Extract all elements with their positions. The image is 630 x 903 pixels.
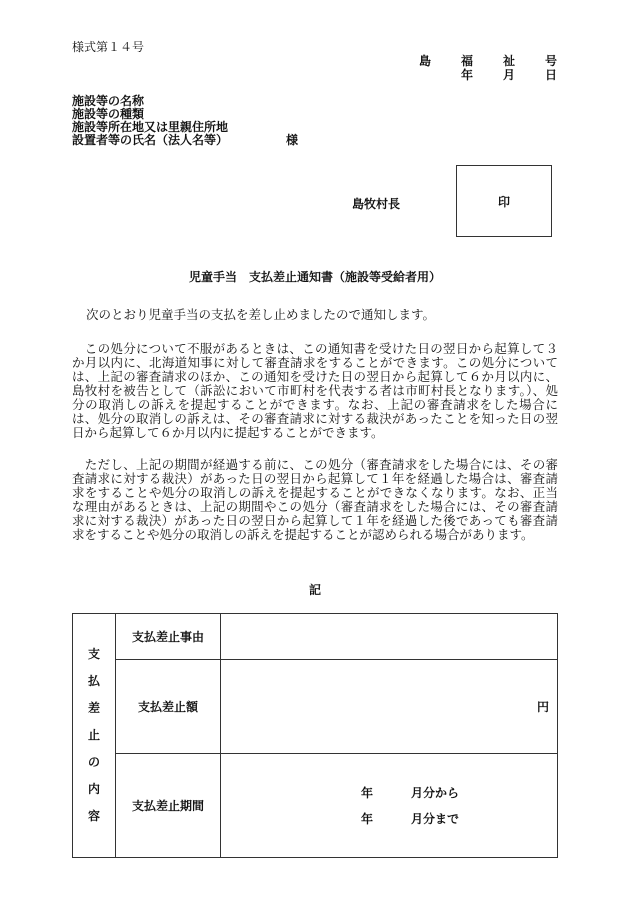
reason-value-cell[interactable] (221, 614, 558, 660)
doc-date-day: 日 (544, 68, 557, 82)
doc-number-char: 号 (544, 54, 557, 68)
side-label-cell (73, 614, 116, 858)
lead-sentence: 次のとおり児童手当の支払を差し止めましたので通知します。 (86, 307, 436, 322)
side-label-char: 止 (87, 728, 100, 742)
table-row (73, 754, 558, 858)
document-title: 児童手当 支払差止通知書（施設等受給者用） (188, 270, 441, 284)
amount-label: 支払差止額 (116, 660, 221, 754)
addressee-block (72, 95, 298, 147)
doc-date-month: 月 (502, 68, 515, 82)
table-row (73, 614, 558, 660)
appeal-notice-paragraph: この処分について不服があるときは、この通知書を受けた日の翌日から起算して３か月以内に、北海道知事に対して審査請求をすることができます。この処分については、上記の審査請求のほか、この通知を受けた日の翌日から起算して６か月以内に、島牧村を被告として（訴訟において市町村を代表する者は市町村長となります。）、処分の取消しの訴えを提起することができます。なお、上記の審査請求をした場合には、処分の取消しの訴えは、その審査請求に対する裁決があったことを知った日の翌日から起算して６か月以内に提起することができます。 (72, 341, 558, 440)
issuer-name: 島牧村長 (352, 197, 401, 211)
side-label-char: 払 (87, 674, 100, 688)
document-number-block (418, 54, 558, 82)
to-month-unit: 月分まで (411, 812, 460, 826)
honorific-suffix: 様 (286, 133, 299, 147)
period-to (361, 810, 459, 827)
side-label-char: 容 (87, 809, 100, 823)
yen-unit: 円 (536, 700, 549, 714)
facility-type-label: 施設等の種類 (72, 107, 145, 121)
side-label-char: 支 (87, 647, 100, 661)
table-row (73, 660, 558, 754)
operator-name-label: 設置者等の氏名（法人名等） (72, 133, 229, 147)
amount-value-cell[interactable] (221, 660, 558, 754)
period-from (361, 784, 459, 801)
side-label-char: 内 (87, 782, 100, 796)
facility-address-label: 施設等所在地又は里親住所地 (72, 120, 229, 134)
doc-number-char: 祉 (502, 54, 515, 68)
form-number: 様式第１４号 (72, 40, 145, 54)
operator-name-line (72, 134, 298, 147)
seal-label: 印 (497, 194, 510, 209)
from-month-unit: 月分から (411, 786, 460, 800)
period-value-cell[interactable] (221, 754, 558, 858)
suspension-detail-table (72, 613, 558, 858)
period-label: 支払差止期間 (116, 754, 221, 858)
facility-name-label: 施設等の名称 (72, 94, 145, 108)
appeal-deadline-paragraph: ただし、上記の期間が経過する前に、この処分（審査請求をした場合には、その審査請求に対する裁決）があった日の翌日から起算して１年を経過した場合は、審査請求をすることや処分の取消しの訴えを提起することができなくなります。なお、正当な理由があるときは、上記の期間やこの処分（審査請求をした場合には、その審査請求に対する裁決）があった日の翌日から起算して１年を経過した後であっても審査請求をすることや処分の取消しの訴えを提起することが認められる場合があります。 (72, 457, 558, 542)
document-date (418, 68, 558, 82)
side-label-char: の (87, 755, 100, 769)
seal-box (456, 165, 552, 237)
doc-number-char: 福 (460, 54, 473, 68)
ki-heading: 記 (308, 583, 321, 597)
to-year-unit: 年 (361, 812, 374, 826)
side-label-char: 差 (87, 701, 100, 715)
from-year-unit: 年 (361, 786, 374, 800)
doc-date-year: 年 (460, 68, 473, 82)
reason-label: 支払差止事由 (116, 614, 221, 660)
doc-number-char: 島 (418, 54, 431, 68)
document-number (418, 54, 558, 68)
